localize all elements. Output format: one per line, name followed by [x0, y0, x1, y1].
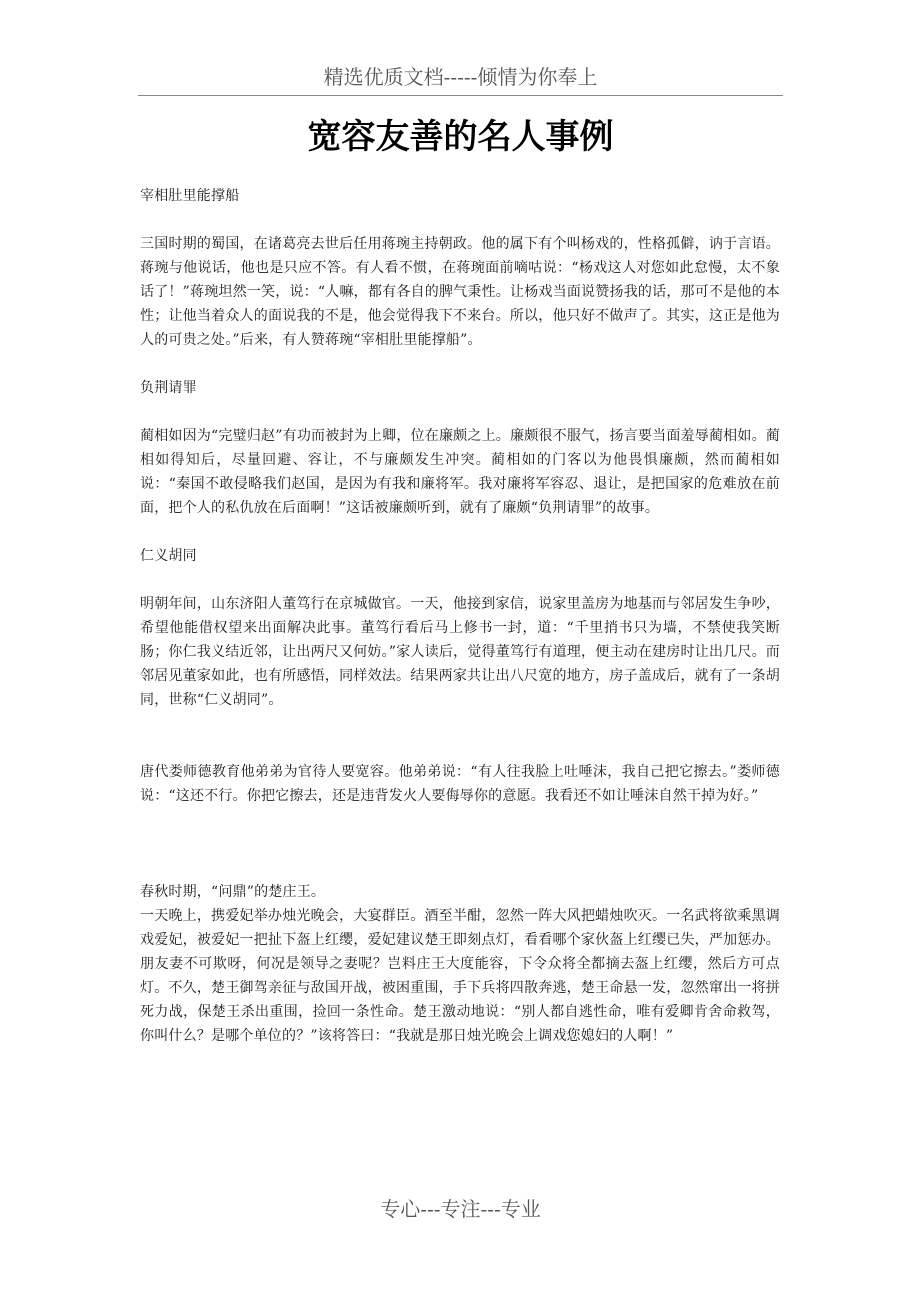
section-paragraph-3: 明朝年间，山东济阳人董笃行在京城做官。一天，他接到家信，说家里盖房为地基而与邻居发生争吵，希望他能借权望来出面解决此事。董笃行看后马上修书一封，道：“千里捎书只为墙，不禁使我笑断肠；你仁我义结近邻，让出两尺又何妨。”家人读后，觉得董笃行有道理，便主动在建房时让出几尺。而邻居见董家如此，也有所感悟，同样效法。结果两家共让出八尺宽的地方，房子盖成后，就有了一条胡同，世称“仁义胡同”。 [140, 596, 780, 708]
section-heading-3: 仁义胡同 [140, 548, 197, 564]
page-header: 精选优质文档-----倾情为你奉上 [323, 65, 598, 89]
section-heading-1: 宰相肚里能撑船 [140, 188, 240, 204]
final-story-paragraph: 一天晚上，携爱妃举办烛光晚会，大宴群臣。酒至半酣，忽然一阵大风把蜡烛吹灭。一名武将欲乘黑调戏爱妃，被爱妃一把扯下盔上红缨，爱妃建议楚王即刻点灯，看看哪个家伙盔上红缨已失，严加惩办。朋友妻不可欺呀，何况是领导之妻呢？岂料庄王大度能容，下令众将全都摘去盔上红缨，然后方可点灯。不久，楚王御驾亲征与敌国开战，被困重围，手下兵将四散奔逃，楚王命悬一发，忽然窜出一将拼死力战，保楚王杀出重围，捡回一条性命。楚王激动地说：“别人都自逃性命，唯有爱卿肯舍命救驾，你叫什么？是哪个单位的？”该将答曰：“我就是那日烛光晚会上调戏您媳妇的人啊！” [140, 908, 780, 1044]
page-footer: 专心---专注---专业 [380, 1197, 541, 1221]
extra-paragraph: 唐代娄师德教育他弟弟为官待人要宽容。他弟弟说：“有人往我脸上吐唾沫，我自己把它擦去。”娄师德说：“这还不行。你把它擦去，还是违背发火人要侮辱你的意愿。我看还不如让唾沫自然干掉为好。” [140, 764, 780, 804]
final-story-intro: 春秋时期，“问鼎”的楚庄王。 [140, 884, 326, 900]
document-title: 宽容友善的名人事例 [307, 117, 614, 157]
header-divider [138, 95, 783, 96]
section-heading-2: 负荆请罪 [140, 380, 197, 396]
document-body [140, 184, 780, 1048]
section-paragraph-1: 三国时期的蜀国，在诸葛亮去世后任用蒋琬主持朝政。他的属下有个叫杨戏的，性格孤僻，讷于言语。蒋琬与他说话，他也是只应不答。有人看不惯，在蒋琬面前嘀咕说：“杨戏这人对您如此怠慢，太不象话了！”蒋琬坦然一笑，说：“人嘛，都有各自的脾气秉性。让杨戏当面说赞扬我的话，那可不是他的本性；让他当着众人的面说我的不是，他会觉得我下不来台。所以，他只好不做声了。其实，这正是他为人的可贵之处。”后来，有人赞蒋琬“宰相肚里能撑船”。 [140, 236, 780, 348]
section-paragraph-2: 蔺相如因为“完璧归赵”有功而被封为上卿，位在廉颇之上。廉颇很不服气，扬言要当面羞辱蔺相如。蔺相如得知后，尽量回避、容让，不与廉颇发生冲突。蔺相如的门客以为他畏惧廉颇，然而蔺相如说：“秦国不敢侵略我们赵国，是因为有我和廉将军。我对廉将军容忍、退让，是把国家的危难放在前面，把个人的私仇放在后面啊！”这话被廉颇听到，就有了廉颇“负荆请罪”的故事。 [140, 428, 780, 516]
